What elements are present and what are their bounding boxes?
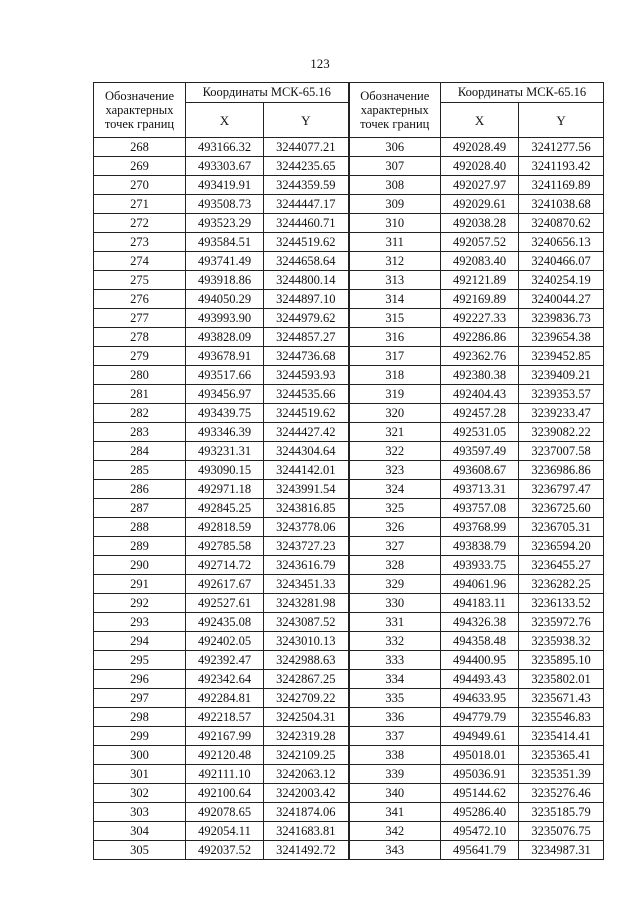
table-row: [94, 708, 604, 727]
x-value-cell: 493741.49: [186, 252, 264, 271]
point-number-cell: 274: [94, 252, 186, 271]
y-value-cell: 3241277.56: [519, 138, 604, 157]
y-value-cell: 3237007.58: [519, 442, 604, 461]
point-number-cell: 330: [349, 594, 441, 613]
y-value-cell: 3244979.62: [264, 309, 349, 328]
x-value-cell: 495472.10: [441, 822, 519, 841]
y-value-cell: 3241492.72: [264, 841, 349, 860]
x-value-cell: 492527.61: [186, 594, 264, 613]
y-value-cell: 3239452.85: [519, 347, 604, 366]
point-label-header-right: [349, 83, 441, 138]
point-number-cell: 326: [349, 518, 441, 537]
point-number-cell: 318: [349, 366, 441, 385]
table-row: [94, 727, 604, 746]
point-number-cell: 312: [349, 252, 441, 271]
x-value-cell: 492083.40: [441, 252, 519, 271]
table-row: [94, 594, 604, 613]
y-value-cell: 3235276.46: [519, 784, 604, 803]
x-value-cell: 493517.66: [186, 366, 264, 385]
point-number-cell: 340: [349, 784, 441, 803]
point-number-cell: 315: [349, 309, 441, 328]
y-value-cell: 3235938.32: [519, 632, 604, 651]
y-value-cell: 3244447.17: [264, 195, 349, 214]
x-value-cell: 492392.47: [186, 651, 264, 670]
x-value-cell: 493584.51: [186, 233, 264, 252]
point-number-cell: 276: [94, 290, 186, 309]
table-row: [94, 632, 604, 651]
table-row: [94, 499, 604, 518]
point-number-cell: 313: [349, 271, 441, 290]
table-row: [94, 214, 604, 233]
y-value-cell: 3241193.42: [519, 157, 604, 176]
y-value-cell: 3244235.65: [264, 157, 349, 176]
x-value-cell: 493090.15: [186, 461, 264, 480]
point-number-cell: 329: [349, 575, 441, 594]
point-number-cell: 268: [94, 138, 186, 157]
point-number-cell: 269: [94, 157, 186, 176]
y-value-cell: 3235671.43: [519, 689, 604, 708]
x-value-cell: 492028.49: [441, 138, 519, 157]
y-value-cell: 3241169.89: [519, 176, 604, 195]
x-value-cell: 494779.79: [441, 708, 519, 727]
x-value-cell: 492785.58: [186, 537, 264, 556]
y-value-cell: 3244359.59: [264, 176, 349, 195]
y-value-cell: 3240254.19: [519, 271, 604, 290]
x-value-cell: 493419.91: [186, 176, 264, 195]
point-number-cell: 290: [94, 556, 186, 575]
y-value-cell: 3240870.62: [519, 214, 604, 233]
y-value-cell: 3236705.31: [519, 518, 604, 537]
point-number-cell: 304: [94, 822, 186, 841]
point-number-cell: 296: [94, 670, 186, 689]
x-value-cell: 493678.91: [186, 347, 264, 366]
point-number-cell: 343: [349, 841, 441, 860]
point-number-cell: 301: [94, 765, 186, 784]
point-number-cell: 332: [349, 632, 441, 651]
y-value-cell: 3235802.01: [519, 670, 604, 689]
x-value-cell: 492845.25: [186, 499, 264, 518]
y-value-cell: 3243616.79: [264, 556, 349, 575]
point-number-cell: 291: [94, 575, 186, 594]
table-row: [94, 138, 604, 157]
y-value-cell: 3243010.13: [264, 632, 349, 651]
y-value-cell: 3236797.47: [519, 480, 604, 499]
y-value-cell: 3240044.27: [519, 290, 604, 309]
table-row: [94, 575, 604, 594]
x-value-cell: 495144.62: [441, 784, 519, 803]
y-value-cell: 3235414.41: [519, 727, 604, 746]
y-value-cell: 3242988.63: [264, 651, 349, 670]
point-number-cell: 300: [94, 746, 186, 765]
point-number-cell: 277: [94, 309, 186, 328]
x-value-cell: 492218.57: [186, 708, 264, 727]
x-value-cell: 493508.73: [186, 195, 264, 214]
x-value-cell: 492120.48: [186, 746, 264, 765]
x-value-cell: 492169.89: [441, 290, 519, 309]
point-number-cell: 283: [94, 423, 186, 442]
x-value-cell: 492121.89: [441, 271, 519, 290]
x-value-cell: 493439.75: [186, 404, 264, 423]
table-row: [94, 461, 604, 480]
point-number-cell: 273: [94, 233, 186, 252]
table-row: [94, 765, 604, 784]
point-number-cell: 334: [349, 670, 441, 689]
point-number-cell: 278: [94, 328, 186, 347]
point-number-cell: 286: [94, 480, 186, 499]
y-value-cell: 3241874.06: [264, 803, 349, 822]
point-number-cell: 341: [349, 803, 441, 822]
point-number-cell: 335: [349, 689, 441, 708]
table-row: [94, 613, 604, 632]
point-number-cell: 324: [349, 480, 441, 499]
table-row: [94, 233, 604, 252]
x-value-cell: 493828.09: [186, 328, 264, 347]
point-label-line3: точек границ: [360, 117, 430, 131]
point-number-cell: 337: [349, 727, 441, 746]
point-number-cell: 270: [94, 176, 186, 195]
x-value-cell: 493757.08: [441, 499, 519, 518]
point-number-cell: 309: [349, 195, 441, 214]
y-value-cell: 3244658.64: [264, 252, 349, 271]
point-number-cell: 297: [94, 689, 186, 708]
point-number-cell: 282: [94, 404, 186, 423]
x-value-cell: 494326.38: [441, 613, 519, 632]
table-row: [94, 822, 604, 841]
table-row: [94, 556, 604, 575]
table-row: [94, 670, 604, 689]
table-row: [94, 157, 604, 176]
x-value-cell: 492037.52: [186, 841, 264, 860]
table-row: [94, 195, 604, 214]
point-label-line2: характерных: [360, 103, 429, 117]
y-value-cell: 3244427.42: [264, 423, 349, 442]
y-header-left: Y: [264, 103, 349, 138]
y-value-cell: 3244800.14: [264, 271, 349, 290]
x-value-cell: 494061.96: [441, 575, 519, 594]
x-value-cell: 492029.61: [441, 195, 519, 214]
x-value-cell: 493608.67: [441, 461, 519, 480]
y-value-cell: 3243991.54: [264, 480, 349, 499]
y-value-cell: 3239654.38: [519, 328, 604, 347]
y-value-cell: 3236133.52: [519, 594, 604, 613]
x-value-cell: 492286.86: [441, 328, 519, 347]
page-number: 123: [310, 56, 330, 71]
y-value-cell: 3242003.42: [264, 784, 349, 803]
x-value-cell: 495286.40: [441, 803, 519, 822]
point-number-cell: 285: [94, 461, 186, 480]
x-value-cell: 493713.31: [441, 480, 519, 499]
point-number-cell: 328: [349, 556, 441, 575]
x-value-cell: 494400.95: [441, 651, 519, 670]
table-row: [94, 537, 604, 556]
point-label-line2: характерных: [105, 103, 174, 117]
y-value-cell: 3244593.93: [264, 366, 349, 385]
point-number-cell: 336: [349, 708, 441, 727]
x-value-cell: 492531.05: [441, 423, 519, 442]
x-value-cell: 493231.31: [186, 442, 264, 461]
y-value-cell: 3244519.62: [264, 404, 349, 423]
y-value-cell: 3239082.22: [519, 423, 604, 442]
point-number-cell: 298: [94, 708, 186, 727]
table-row: [94, 442, 604, 461]
y-value-cell: 3240466.07: [519, 252, 604, 271]
y-value-cell: 3244304.64: [264, 442, 349, 461]
point-number-cell: 295: [94, 651, 186, 670]
table-row: [94, 841, 604, 860]
point-number-cell: 321: [349, 423, 441, 442]
x-value-cell: 492380.38: [441, 366, 519, 385]
y-value-cell: 3242319.28: [264, 727, 349, 746]
x-value-cell: 492038.28: [441, 214, 519, 233]
x-value-cell: 493303.67: [186, 157, 264, 176]
point-number-cell: 316: [349, 328, 441, 347]
y-value-cell: 3236594.20: [519, 537, 604, 556]
x-value-cell: 492054.11: [186, 822, 264, 841]
x-value-cell: 492057.52: [441, 233, 519, 252]
point-number-cell: 289: [94, 537, 186, 556]
y-value-cell: 3240656.13: [519, 233, 604, 252]
y-value-cell: 3236725.60: [519, 499, 604, 518]
point-number-cell: 294: [94, 632, 186, 651]
y-value-cell: 3236455.27: [519, 556, 604, 575]
y-value-cell: 3235972.76: [519, 613, 604, 632]
table-row: [94, 784, 604, 803]
y-value-cell: 3243087.52: [264, 613, 349, 632]
point-number-cell: 293: [94, 613, 186, 632]
y-value-cell: 3244897.10: [264, 290, 349, 309]
x-value-cell: 492227.33: [441, 309, 519, 328]
y-value-cell: 3242709.22: [264, 689, 349, 708]
table-row: [94, 176, 604, 195]
point-number-cell: 272: [94, 214, 186, 233]
y-value-cell: 3241038.68: [519, 195, 604, 214]
y-value-cell: 3244519.62: [264, 233, 349, 252]
table-row: [94, 366, 604, 385]
point-number-cell: 322: [349, 442, 441, 461]
point-number-cell: 310: [349, 214, 441, 233]
point-number-cell: 284: [94, 442, 186, 461]
table-row: [94, 480, 604, 499]
x-value-cell: 493918.86: [186, 271, 264, 290]
table-row: [94, 347, 604, 366]
point-number-cell: 325: [349, 499, 441, 518]
x-value-cell: 493993.90: [186, 309, 264, 328]
x-value-cell: 492028.40: [441, 157, 519, 176]
y-value-cell: 3239409.21: [519, 366, 604, 385]
x-value-cell: 492714.72: [186, 556, 264, 575]
point-number-cell: 279: [94, 347, 186, 366]
x-value-cell: 494358.48: [441, 632, 519, 651]
point-number-cell: 338: [349, 746, 441, 765]
table-body: [94, 138, 604, 860]
x-value-cell: 492284.81: [186, 689, 264, 708]
table-row: [94, 746, 604, 765]
point-number-cell: 314: [349, 290, 441, 309]
y-value-cell: 3235185.79: [519, 803, 604, 822]
y-value-cell: 3244460.71: [264, 214, 349, 233]
y-value-cell: 3242867.25: [264, 670, 349, 689]
y-value-cell: 3239353.57: [519, 385, 604, 404]
y-value-cell: 3236282.25: [519, 575, 604, 594]
y-value-cell: 3243816.85: [264, 499, 349, 518]
point-number-cell: 317: [349, 347, 441, 366]
x-value-cell: 492362.76: [441, 347, 519, 366]
y-value-cell: 3243727.23: [264, 537, 349, 556]
table-row: [94, 309, 604, 328]
point-number-cell: 305: [94, 841, 186, 860]
y-value-cell: 3235365.41: [519, 746, 604, 765]
point-number-cell: 299: [94, 727, 186, 746]
table-row: [94, 271, 604, 290]
x-header-right: X: [441, 103, 519, 138]
x-value-cell: 492402.05: [186, 632, 264, 651]
point-number-cell: 307: [349, 157, 441, 176]
point-number-cell: 308: [349, 176, 441, 195]
x-value-cell: 493838.79: [441, 537, 519, 556]
x-value-cell: 492342.64: [186, 670, 264, 689]
y-value-cell: 3239233.47: [519, 404, 604, 423]
x-value-cell: 492167.99: [186, 727, 264, 746]
x-value-cell: 493523.29: [186, 214, 264, 233]
y-value-cell: 3244535.66: [264, 385, 349, 404]
table-row: [94, 252, 604, 271]
point-number-cell: 320: [349, 404, 441, 423]
x-value-cell: 493597.49: [441, 442, 519, 461]
table-row: [94, 689, 604, 708]
x-value-cell: 492457.28: [441, 404, 519, 423]
point-label-line1: Обозначение: [104, 89, 175, 103]
x-value-cell: 492971.18: [186, 480, 264, 499]
y-value-cell: 3234987.31: [519, 841, 604, 860]
point-number-cell: 342: [349, 822, 441, 841]
x-value-cell: 492078.65: [186, 803, 264, 822]
y-value-cell: 3235895.10: [519, 651, 604, 670]
y-value-cell: 3243778.06: [264, 518, 349, 537]
x-value-cell: 492111.10: [186, 765, 264, 784]
table-row: [94, 290, 604, 309]
y-value-cell: 3235351.39: [519, 765, 604, 784]
y-value-cell: 3242109.25: [264, 746, 349, 765]
x-value-cell: 492818.59: [186, 518, 264, 537]
y-value-cell: 3242504.31: [264, 708, 349, 727]
table-row: [94, 423, 604, 442]
table-row: [94, 385, 604, 404]
point-number-cell: 280: [94, 366, 186, 385]
point-number-cell: 323: [349, 461, 441, 480]
coord-group-header-right: Координаты МСК-65.16: [441, 83, 604, 103]
y-header-right: Y: [519, 103, 604, 138]
table-row: [94, 651, 604, 670]
y-value-cell: 3243281.98: [264, 594, 349, 613]
x-value-cell: 493346.39: [186, 423, 264, 442]
y-value-cell: 3241683.81: [264, 822, 349, 841]
x-value-cell: 492100.64: [186, 784, 264, 803]
y-value-cell: 3236986.86: [519, 461, 604, 480]
x-value-cell: 494183.11: [441, 594, 519, 613]
point-number-cell: 311: [349, 233, 441, 252]
y-value-cell: 3239836.73: [519, 309, 604, 328]
x-value-cell: 495018.01: [441, 746, 519, 765]
y-value-cell: 3244142.01: [264, 461, 349, 480]
point-number-cell: 319: [349, 385, 441, 404]
point-label-line1: Обозначение: [360, 89, 430, 103]
x-value-cell: 492404.43: [441, 385, 519, 404]
x-value-cell: 492027.97: [441, 176, 519, 195]
point-number-cell: 302: [94, 784, 186, 803]
y-value-cell: 3244857.27: [264, 328, 349, 347]
x-value-cell: 492435.08: [186, 613, 264, 632]
table-row: [94, 518, 604, 537]
table-row: [94, 404, 604, 423]
point-number-cell: 288: [94, 518, 186, 537]
y-value-cell: 3235076.75: [519, 822, 604, 841]
y-value-cell: 3235546.83: [519, 708, 604, 727]
x-value-cell: 494493.43: [441, 670, 519, 689]
point-number-cell: 281: [94, 385, 186, 404]
point-number-cell: 306: [349, 138, 441, 157]
y-value-cell: 3244077.21: [264, 138, 349, 157]
table-row: [94, 328, 604, 347]
coordinates-table: [93, 82, 604, 860]
point-label-line3: точек границ: [104, 117, 175, 131]
x-value-cell: 493768.99: [441, 518, 519, 537]
point-number-cell: 327: [349, 537, 441, 556]
x-value-cell: 494949.61: [441, 727, 519, 746]
point-number-cell: 292: [94, 594, 186, 613]
point-number-cell: 271: [94, 195, 186, 214]
x-value-cell: 493166.32: [186, 138, 264, 157]
point-label-header-left: [94, 83, 186, 138]
x-value-cell: 492617.67: [186, 575, 264, 594]
point-number-cell: 333: [349, 651, 441, 670]
y-value-cell: 3243451.33: [264, 575, 349, 594]
point-number-cell: 331: [349, 613, 441, 632]
x-value-cell: 493456.97: [186, 385, 264, 404]
point-number-cell: 275: [94, 271, 186, 290]
x-value-cell: 494633.95: [441, 689, 519, 708]
y-value-cell: 3244736.68: [264, 347, 349, 366]
point-number-cell: 287: [94, 499, 186, 518]
x-value-cell: 495036.91: [441, 765, 519, 784]
x-value-cell: 493933.75: [441, 556, 519, 575]
point-number-cell: 303: [94, 803, 186, 822]
x-header-left: X: [186, 103, 264, 138]
y-value-cell: 3242063.12: [264, 765, 349, 784]
x-value-cell: 494050.29: [186, 290, 264, 309]
point-number-cell: 339: [349, 765, 441, 784]
x-value-cell: 495641.79: [441, 841, 519, 860]
coord-group-header-left: Координаты МСК-65.16: [186, 83, 349, 103]
table-row: [94, 803, 604, 822]
header-row-group: [94, 83, 604, 103]
